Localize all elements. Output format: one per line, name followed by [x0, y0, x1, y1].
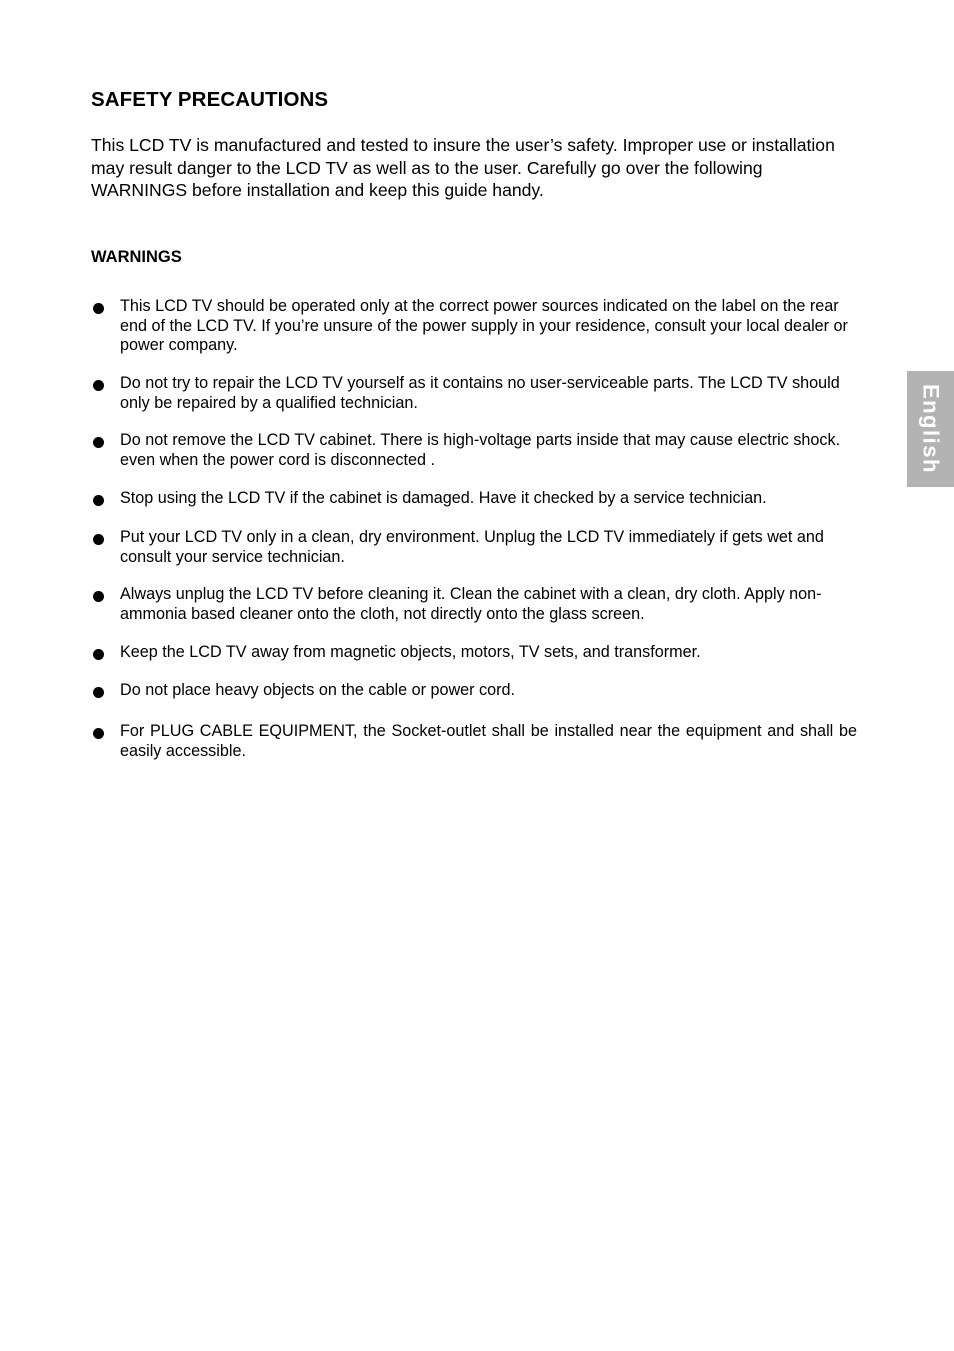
- warning-item: [91, 374, 861, 413]
- warning-item: [91, 722, 861, 761]
- warning-item: [91, 297, 861, 356]
- warning-text: Do not place heavy objects on the cable or power cord.: [120, 681, 516, 699]
- language-tab-label: English: [918, 384, 944, 474]
- bullet-icon: [93, 303, 104, 314]
- bullet-icon: [93, 687, 104, 698]
- warning-text: Do not try to repair the LCD TV yourself as it contains no user-serviceable parts. The LCD TV should only be repaired by a qualified technician.: [120, 374, 840, 412]
- warning-item: [91, 489, 861, 509]
- warning-item: [91, 681, 861, 701]
- warning-item: [91, 431, 861, 470]
- warning-item: [91, 585, 861, 624]
- bullet-icon: [93, 591, 104, 602]
- warning-item: [91, 643, 861, 663]
- page-title: SAFETY PRECAUTIONS: [91, 88, 329, 111]
- warning-text: Keep the LCD TV away from magnetic objects, motors, TV sets, and transformer.: [120, 643, 701, 661]
- warning-text: This LCD TV should be operated only at the correct power sources indicated on the label on the rear end of the LCD TV. If you’re unsure of the power supply in your residence, consult your local dealer or power company.: [120, 297, 848, 355]
- bullet-icon: [93, 728, 104, 739]
- intro-paragraph: This LCD TV is manufactured and tested to insure the user’s safety. Improper use or installation may result danger to the LCD TV as well as to the user. Carefully go over the following WARNINGS before installation and keep this guide handy.: [91, 135, 835, 201]
- warnings-heading: WARNINGS: [91, 248, 182, 266]
- bullet-icon: [93, 534, 104, 545]
- language-tab: [907, 371, 954, 487]
- bullet-icon: [93, 437, 104, 448]
- bullet-icon: [93, 495, 104, 506]
- warning-item: [91, 528, 861, 567]
- warning-text: For PLUG CABLE EQUIPMENT, the Socket-outlet shall be installed near the equipment and shall be easily accessible.: [120, 722, 857, 760]
- bullet-icon: [93, 649, 104, 660]
- warning-text: Always unplug the LCD TV before cleaning it. Clean the cabinet with a clean, dry cloth. Apply non-ammonia based cleaner onto the cloth, not directly onto the glass screen.: [120, 585, 822, 623]
- warning-text: Stop using the LCD TV if the cabinet is damaged. Have it checked by a service technician.: [120, 489, 767, 507]
- bullet-icon: [93, 380, 104, 391]
- warning-text: Put your LCD TV only in a clean, dry environment. Unplug the LCD TV immediately if gets wet and consult your service technician.: [120, 528, 824, 566]
- warning-text: Do not remove the LCD TV cabinet. There is high-voltage parts inside that may cause electric shock. even when the power cord is disconnected .: [120, 431, 841, 469]
